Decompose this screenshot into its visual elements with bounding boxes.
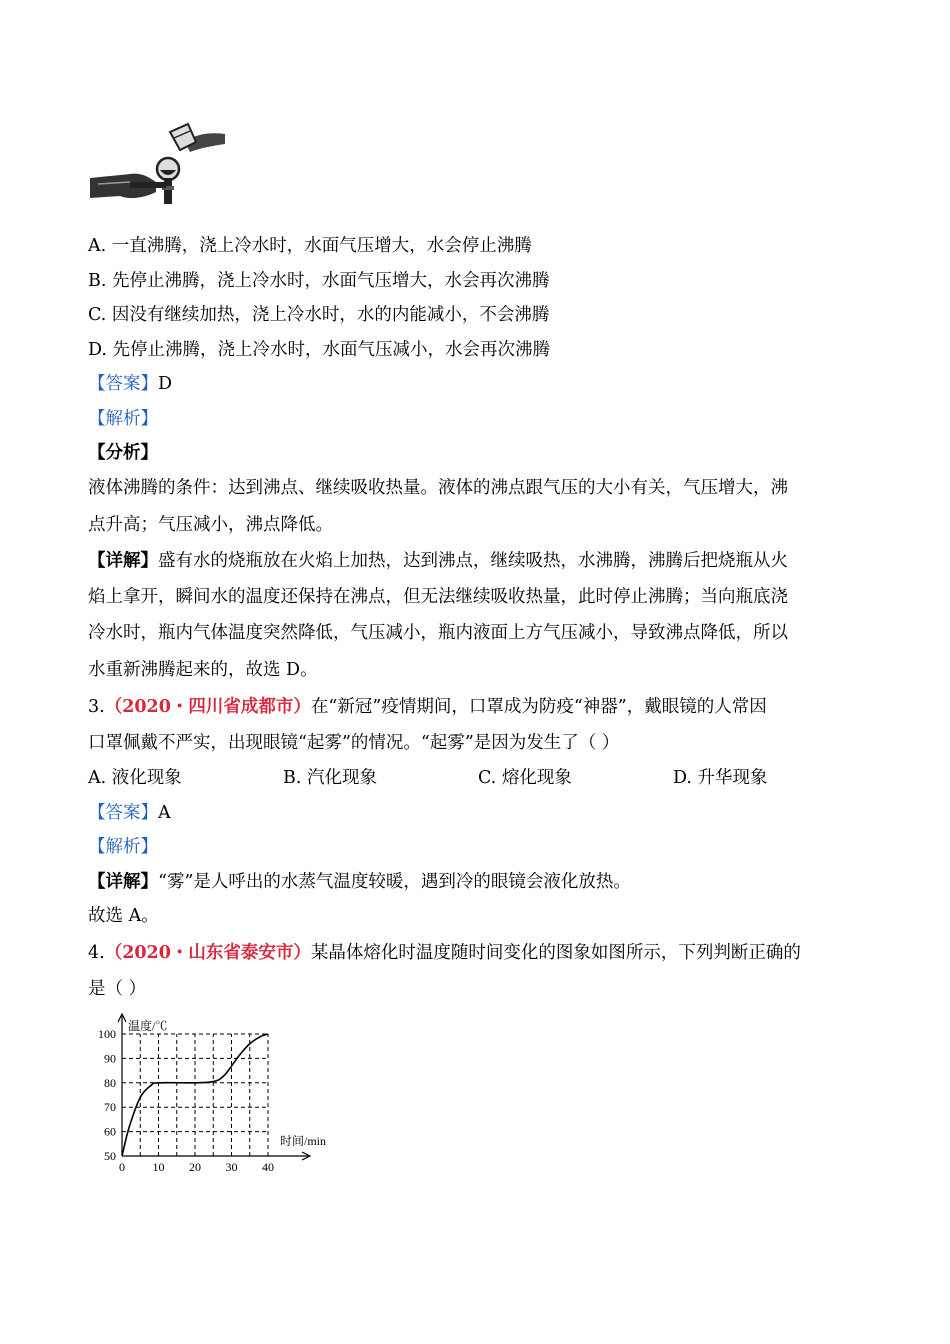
y-tick-label: 60 bbox=[104, 1124, 116, 1139]
q2-option-d: D. 先停止沸腾，浇上冷水时，水面气压减小，水会再次沸腾 bbox=[88, 340, 551, 360]
q4-stem-line-1 bbox=[88, 942, 801, 964]
q2-fenxi-line-1: 液体沸腾的条件：达到沸点、继续吸收热量。液体的沸点跟气压的大小有关，气压增大，沸 bbox=[88, 478, 788, 498]
flask-illustration bbox=[90, 122, 230, 212]
q3-stem-line-1 bbox=[88, 696, 767, 718]
q3-source: （2020・四川省成都市） bbox=[104, 697, 311, 717]
q3-options bbox=[88, 767, 768, 789]
q3-stem-line-2: 口罩佩戴不严实，出现眼镜“起雾”的情况。“起雾”是因为发生了（ ） bbox=[88, 733, 620, 753]
y-tick-label: 100 bbox=[98, 1027, 116, 1041]
q2-fenxi-tag: 【分析】 bbox=[88, 443, 158, 463]
q3-conclusion: 故选 A。 bbox=[88, 906, 159, 926]
q3-detail bbox=[88, 871, 631, 893]
series-line bbox=[122, 1034, 268, 1156]
y-tick-label: 80 bbox=[104, 1075, 116, 1090]
x-tick-label: 40 bbox=[262, 1160, 274, 1174]
q4-stem-text: 某晶体熔化时温度随时间变化的图象如图所示，下列判断正确的 bbox=[310, 943, 801, 963]
melting-chart bbox=[88, 1012, 348, 1182]
q4-source: （2020・山东省泰安市） bbox=[104, 943, 311, 963]
y-tick-label: 50 bbox=[104, 1149, 116, 1163]
q2-detail-line-2: 焰上拿开，瞬间水的温度还保持在沸点，但无法继续吸收热量，此时停止沸腾；当向瓶底浇 bbox=[88, 587, 788, 607]
q2-fenxi-line-2: 点升高；气压减小，沸点降低。 bbox=[88, 515, 333, 535]
q2-detail-line-1 bbox=[88, 550, 788, 572]
x-tick-label: 10 bbox=[152, 1160, 165, 1174]
detail-tag: 【详解】 bbox=[88, 872, 158, 892]
answer-value: D bbox=[158, 374, 173, 394]
q3-analysis-tag: 【解析】 bbox=[88, 837, 158, 857]
q2-detail-line-4: 水重新沸腾起来的，故选 D。 bbox=[88, 660, 318, 680]
q3-option-b: B. 汽化现象 bbox=[283, 768, 377, 788]
answer-tag: 【答案】 bbox=[88, 803, 158, 823]
q3-answer bbox=[88, 802, 171, 824]
q3-stem-text: 在“新冠”疫情期间，口罩成为防疫“神器”，戴眼镜的人常因 bbox=[310, 697, 767, 717]
x-tick-label: 30 bbox=[225, 1160, 238, 1174]
q2-option-b: B. 先停止沸腾，浇上冷水时，水面气压增大，水会再次沸腾 bbox=[88, 271, 550, 291]
x-tick-label: 20 bbox=[189, 1160, 201, 1174]
y-axis-label: 温度/℃ bbox=[128, 1019, 168, 1033]
q2-option-a: A. 一直沸腾，浇上冷水时，水面气压增大，水会停止沸腾 bbox=[88, 236, 532, 256]
detail-text: “雾”是人呼出的水蒸气温度较暖，遇到冷的眼镜会液化放热。 bbox=[158, 872, 631, 892]
x-tick-label: 0 bbox=[119, 1160, 125, 1174]
x-axis-label: 时间/min bbox=[280, 1134, 327, 1148]
detail-text: 盛有水的烧瓶放在火焰上加热，达到沸点，继续吸热，水沸腾，沸腾后把烧瓶从火 bbox=[158, 551, 788, 571]
q3-option-a: A. 液化现象 bbox=[88, 768, 182, 788]
q2-analysis-tag: 【解析】 bbox=[88, 409, 158, 429]
detail-tag: 【详解】 bbox=[88, 551, 158, 571]
q3-number: 3. bbox=[88, 697, 105, 717]
q3-option-c: C. 熔化现象 bbox=[478, 768, 572, 788]
q2-detail-line-3: 冷水时，瓶内气体温度突然降低，气压减小，瓶内液面上方气压减小，导致沸点降低，所以 bbox=[88, 623, 788, 643]
q2-option-c: C. 因没有继续加热，浇上冷水时，水的内能减小，不会沸腾 bbox=[88, 305, 550, 325]
y-tick-label: 90 bbox=[104, 1051, 116, 1066]
answer-value: A bbox=[158, 803, 171, 823]
y-tick-label: 70 bbox=[104, 1100, 116, 1115]
q4-number: 4. bbox=[88, 943, 105, 963]
answer-tag: 【答案】 bbox=[88, 374, 158, 394]
q4-stem-line-2: 是（ ） bbox=[88, 979, 147, 999]
q2-answer bbox=[88, 373, 172, 395]
q3-option-d: D. 升华现象 bbox=[673, 768, 768, 788]
